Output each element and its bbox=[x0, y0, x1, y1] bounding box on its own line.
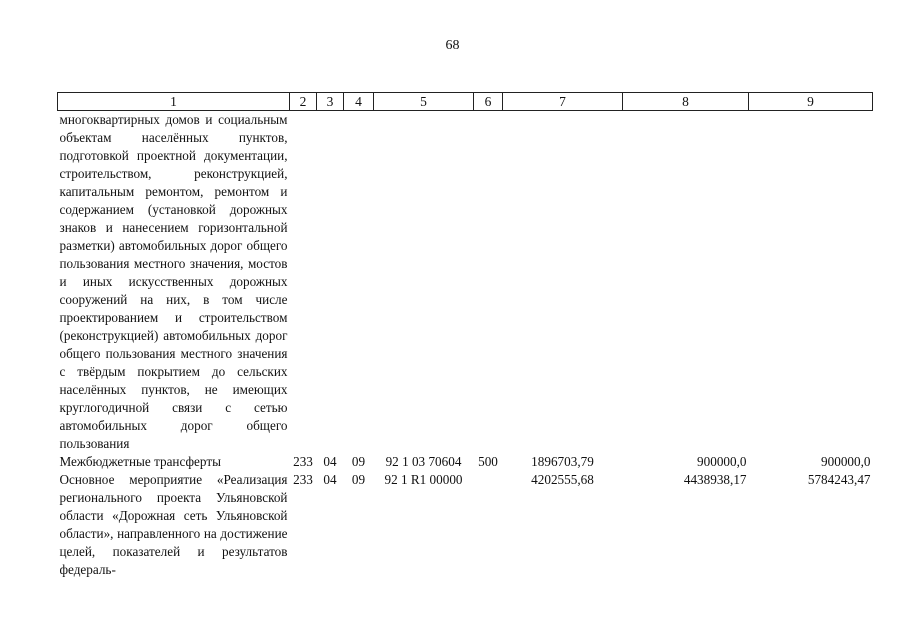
row-cell-2 bbox=[290, 111, 317, 454]
column-header-3: 3 bbox=[317, 93, 344, 111]
row-cell-7 bbox=[503, 111, 623, 454]
row-cell-5: 92 1 R1 00000 bbox=[384, 472, 463, 487]
row-cell-8 bbox=[623, 111, 749, 454]
row-cell-4: 09 bbox=[351, 472, 366, 487]
column-header-5: 5 bbox=[374, 93, 474, 111]
row-description: Межбюджетные трансферты bbox=[59, 454, 221, 469]
column-header-9: 9 bbox=[749, 93, 873, 111]
row-cell-5: 92 1 03 70604 bbox=[385, 454, 462, 469]
page-number: 68 bbox=[445, 38, 460, 53]
row-cell-4: 09 bbox=[351, 454, 366, 469]
row-cell-9: 5784243,47 bbox=[807, 472, 871, 487]
table-header-row bbox=[58, 93, 873, 111]
column-header-2: 2 bbox=[290, 93, 317, 111]
row-cell-6 bbox=[474, 111, 503, 454]
row-cell-7: 4202555,68 bbox=[531, 472, 594, 487]
row-cell-5 bbox=[374, 111, 474, 454]
row-cell-3 bbox=[317, 111, 344, 454]
column-header-8: 8 bbox=[623, 93, 749, 111]
column-header-6: 6 bbox=[474, 93, 503, 111]
row-cell-3: 04 bbox=[323, 472, 337, 487]
row-cell-2: 233 bbox=[293, 472, 313, 487]
table-row bbox=[58, 471, 873, 579]
row-description: многоквартирных домов и социальным объектам населённых пунктов, подготовкой проектной документации, строительством, реконструкцией, капитальным ремонтом, ремонтом и содержанием (установкой дорожных знаков и нанесением горизонтальной разметки) автомобильных дорог общего пользования местного значения, мостов и иных искусственных дорожных сооружений на них, в том числе проектированием и строительством (реконструкцией) автомобильных дорог общего пользования местного значения с твёрдым покрытием до сельских населённых пунктов, не имеющих круглогодичной связи с сетью автомобильных дорог общего пользования bbox=[59, 112, 288, 451]
row-cell-6 bbox=[474, 471, 503, 579]
row-cell-7: 1896703,79 bbox=[531, 454, 594, 469]
table-row bbox=[58, 111, 873, 454]
column-header-4: 4 bbox=[344, 93, 374, 111]
budget-table bbox=[57, 92, 873, 579]
row-cell-9 bbox=[749, 111, 873, 454]
table-row bbox=[58, 453, 873, 471]
row-cell-3: 04 bbox=[323, 454, 337, 469]
column-header-1: 1 bbox=[58, 93, 290, 111]
row-description: Основное мероприятие «Реализация регионального проекта Ульяновской области «Дорожная сеть Ульяновской области», направленного на достижение целей, показателей и результатов федераль- bbox=[59, 472, 288, 577]
row-cell-2: 233 bbox=[293, 454, 313, 469]
column-header-7: 7 bbox=[503, 93, 623, 111]
row-cell-6: 500 bbox=[478, 454, 498, 469]
row-cell-8: 900000,0 bbox=[697, 454, 747, 469]
row-cell-4 bbox=[344, 111, 374, 454]
row-cell-8: 4438938,17 bbox=[683, 472, 747, 487]
row-cell-9: 900000,0 bbox=[821, 454, 871, 469]
